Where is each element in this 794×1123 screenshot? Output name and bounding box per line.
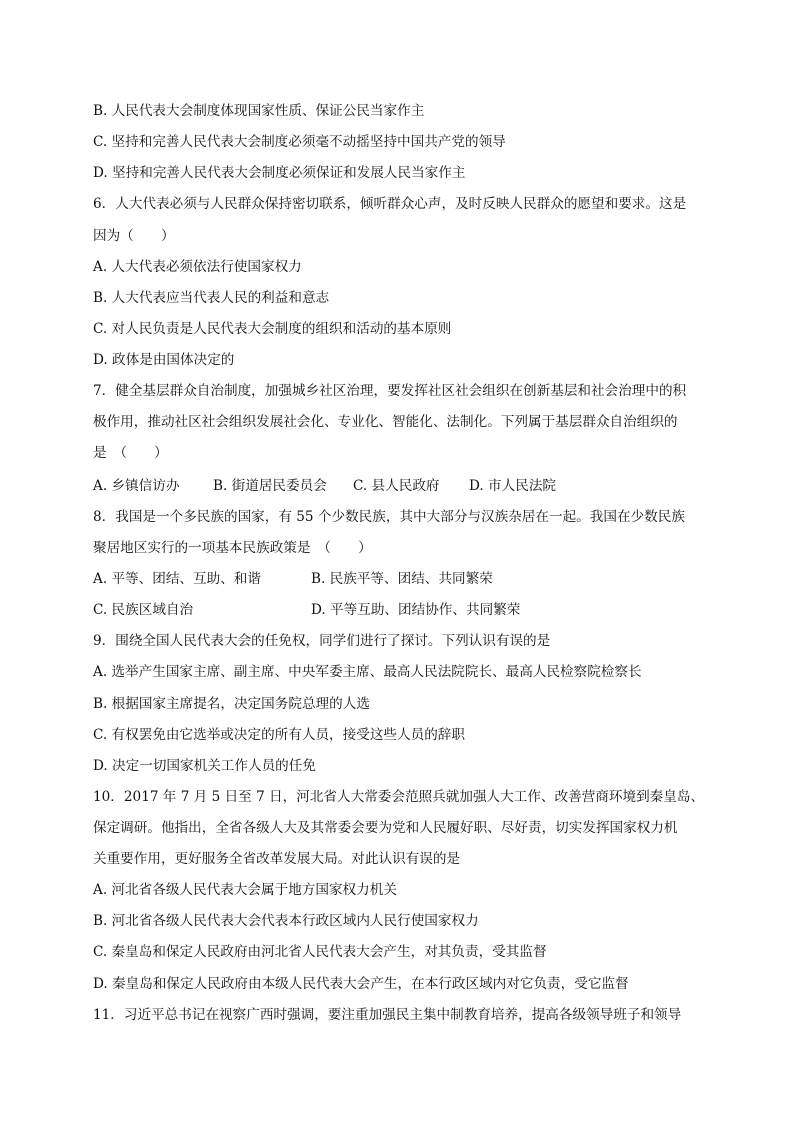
q11-stem-line-1: 11．习近平总书记在视察广西时强调，要注重加强民主集中制教育培养，提高各级领导班子和领导 <box>93 1007 682 1023</box>
q6-option-a: A. 人大代表必须依法行使国家权力 <box>93 259 302 275</box>
q8-option-c: C. 民族区域自治 <box>93 602 194 618</box>
q7-stem-line-2: 极作用，推动社区社会组织发展社会化、专业化、智能化、法制化。下列属于基层群众自治组织的 <box>93 414 678 430</box>
q9-option-c: C. 有权罢免由它选举或决定的所有人员，接受这些人员的辞职 <box>93 727 465 743</box>
q10-option-c: C. 秦皇岛和保定人民政府由河北省人民代表大会产生，对其负责，受其监督 <box>93 944 547 960</box>
q9-option-a: A. 选举产生国家主席、副主席、中央军委主席、最高人民法院院长、最高人民检察院检察长 <box>93 664 642 680</box>
q10-option-a: A. 河北省各级人民代表大会属于地方国家权力机关 <box>93 882 397 898</box>
q5-option-c: C. 坚持和完善人民代表大会制度必须毫不动摇坚持中国共产党的领导 <box>93 134 506 150</box>
q8-stem-line-1: 8．我国是一个多民族的国家，有 55 个少数民族，其中大部分与汉族杂居在一起。我国在少数民族 <box>93 509 685 525</box>
q6-option-c: C. 对人民负责是人民代表大会制度的组织和活动的基本原则 <box>93 321 452 337</box>
q7-option-b: B. 街道居民委员会 <box>213 478 327 494</box>
q7-option-a: A. 乡镇信访办 <box>93 478 180 494</box>
q5-option-b: B. 人民代表大会制度体现国家性质、保证公民当家作主 <box>93 103 425 119</box>
q9-option-d: D. 决定一切国家机关工作人员的任免 <box>93 758 316 774</box>
q6-option-b: B. 人大代表应当代表人民的利益和意志 <box>93 290 330 306</box>
q8-option-a: A. 平等、团结、互助、和谐 <box>93 571 261 587</box>
q10-option-b: B. 河北省各级人民代表大会代表本行政区域内人民行使国家权力 <box>93 913 479 929</box>
q10-stem-line-1: 10．2017 年 7 月 5 日至 7 日，河北省人大常委会范照兵就加强人大工作、改善营商环境到秦皇岛、 <box>93 789 705 805</box>
q8-option-b: B. 民族平等、团结、共同繁荣 <box>311 571 493 587</box>
q10-stem-line-3: 关重要作用，更好服务全省改革发展大局。对此认识有误的是 <box>93 851 461 867</box>
q9-stem: 9．围绕全国人民代表大会的任免权，同学们进行了探讨。下列认识有误的是 <box>93 633 551 649</box>
q8-option-d: D. 平等互助、团结协作、共同繁荣 <box>311 602 521 618</box>
q6-option-d: D. 政体是由国体决定的 <box>93 352 235 368</box>
q5-option-d: D. 坚持和完善人民代表大会制度必须保证和发展人民当家作主 <box>93 165 466 181</box>
q6-stem-line-1: 6．人大代表必须与人民群众保持密切联系，倾听群众心声，及时反映人民群众的愿望和要求。这是 <box>93 196 687 212</box>
q10-option-d: D. 秦皇岛和保定人民政府由本级人民代表大会产生，在本行政区域内对它负责，受它监督 <box>93 976 629 992</box>
q7-option-d: D. 市人民法院 <box>469 478 557 494</box>
q9-option-b: B. 根据国家主席提名，决定国务院总理的人选 <box>93 696 370 712</box>
q6-stem-line-2: 因为（ ） <box>93 228 175 244</box>
q7-stem-line-1: 7．健全基层群众自治制度，加强城乡社区治理，要发挥社区社会组织在创新基层和社会治理中的积 <box>93 383 687 399</box>
q7-stem-line-3: 是 （ ） <box>93 445 168 461</box>
q8-stem-line-2: 聚居地区实行的一项基本民族政策是 （ ） <box>93 540 372 556</box>
q7-option-c: C. 县人民政府 <box>353 478 440 494</box>
q10-stem-line-2: 保定调研。他指出，全省各级人大及其常委会要为党和人民履好职、尽好责，切实发挥国家权力机 <box>93 820 678 836</box>
